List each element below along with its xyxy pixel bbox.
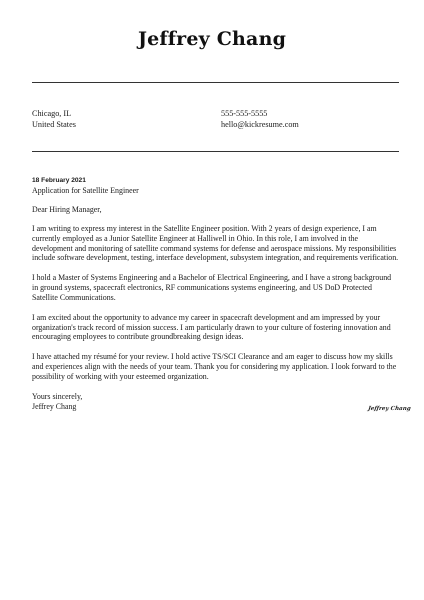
closing-name: Jeffrey Chang [32, 401, 77, 411]
header-divider-bottom [32, 151, 399, 152]
closing-phrase: Yours sincerely, [32, 391, 83, 401]
handwritten-signature: Jeffrey Chang [367, 406, 412, 412]
letter-date: 18 February 2021 [32, 177, 86, 184]
contact-city: Chicago, IL [32, 109, 72, 118]
letter-paragraph: I am excited about the opportunity to advance my career in spacecraft development and am impressed by your organization's track record of mission success. I am particularly drawn to your culture of fostering innovation and encouraging employees to contribute groundbreaking design ideas. [32, 312, 391, 342]
applicant-name: Jeffrey Chang [137, 28, 287, 50]
letter-body [32, 176, 399, 412]
header-divider-top [32, 82, 399, 83]
letter-closing [32, 392, 399, 412]
letter-paragraph: I hold a Master of Systems Engineering and a Bachelor of Electrical Engineering, and I have a strong background in ground systems, spacecraft electronics, RF communications systems engineering, and US DoD Protected Satellite Communications. [32, 273, 392, 302]
contact-details [221, 109, 299, 130]
letter-paragraph: I am writing to express my interest in the Satellite Engineer position. With 2 years of design experience, I am currently employed as a Junior Satellite Engineer at Halliwell in Ohio. In this role, I am involved in the development and monitoring of satellite command systems for defense and aerospace missions. My responsibilities include software development, testing, interface development, subsystem integration, and requirements verification. [32, 223, 399, 263]
contact-email: hello@kickresume.com [221, 119, 299, 129]
letter-greeting: Dear Hiring Manager, [32, 204, 102, 214]
letter-subject: Application for Satellite Engineer [32, 185, 139, 195]
contact-phone: 555-555-5555 [221, 109, 268, 118]
contact-location [32, 109, 76, 130]
letter-paragraph: I have attached my résumé for your review. I hold active TS/SCI Clearance and am eager to discuss how my skills and experiences align with the needs of your team. Thank you for considering my application. I look forward to the possibility of working with your esteemed organization. [32, 352, 397, 381]
contact-country: United States [32, 119, 76, 129]
